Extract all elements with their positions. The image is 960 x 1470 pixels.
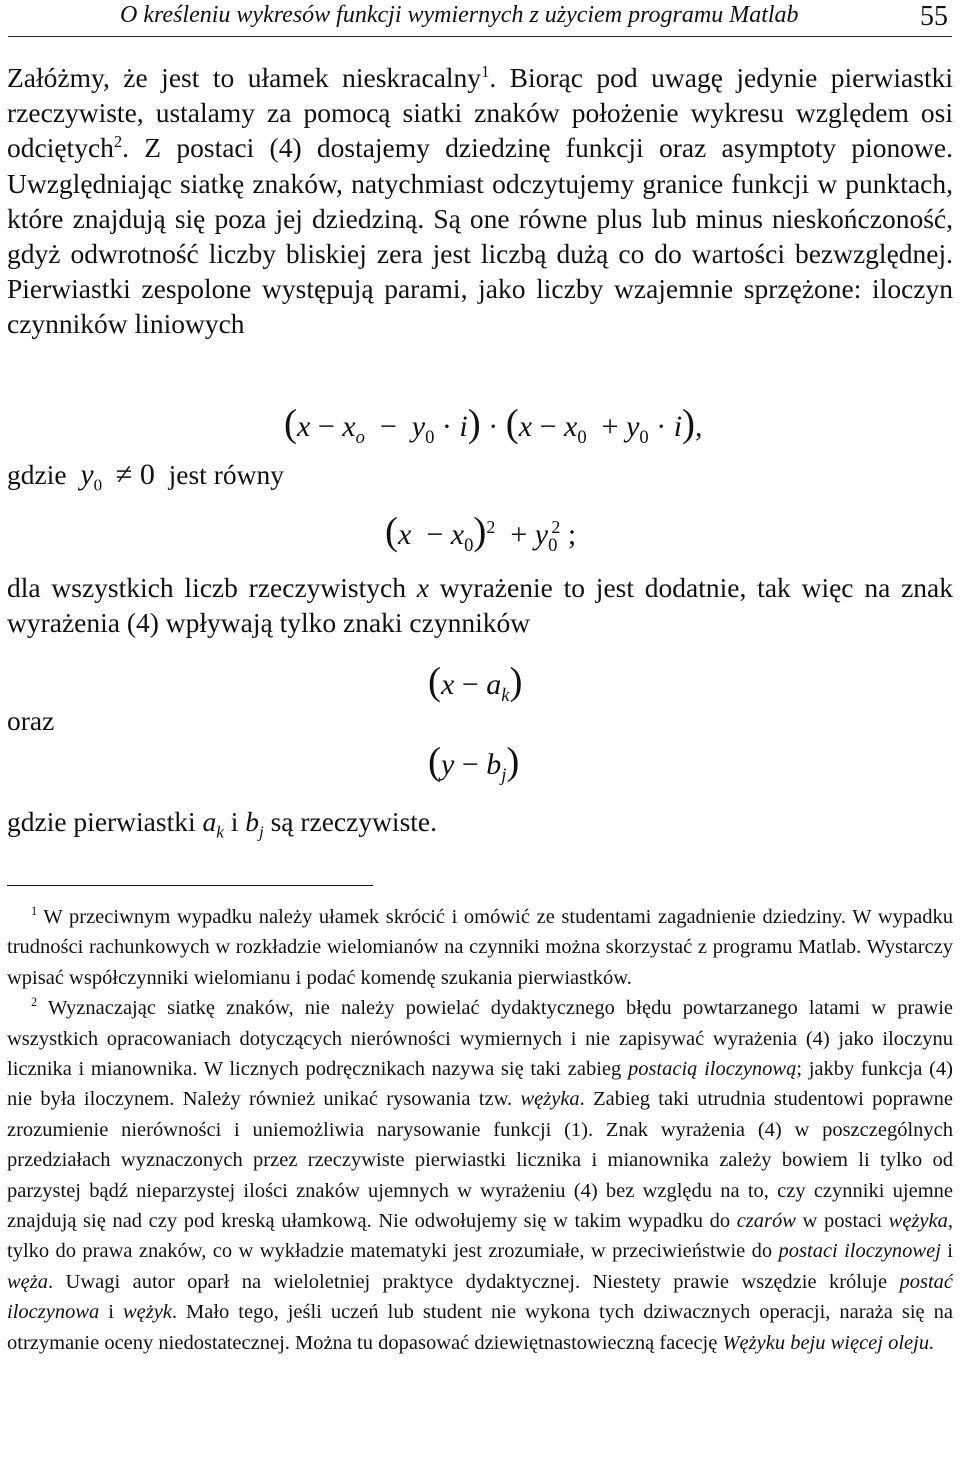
main-text <box>7 60 953 342</box>
footnotes <box>7 902 953 1358</box>
paragraph-2: dla wszystkich liczb rzeczywistych x wyrażenie to jest dodatnie, tak więc na znak wyrażenia (4) wpływają tylko znaki czynników <box>7 572 953 639</box>
running-header <box>8 0 952 37</box>
footnote-1: $^1$ W przeciwnym wypadku należy ułamek skrócić i omówić ze studentami zagadnienie dziedziny. W wypadku trudności rachunkowych w rozkładzie wielomianów na czynniki można skorzystać z programu Matlab. Wystarczy wpisać współczynniki wielomianu i podać komendę szukania pierwiastków. <box>7 904 953 989</box>
condition-line: gdzie $y_0 \ne 0$ jest równy <box>7 458 284 495</box>
oraz-label: oraz <box>7 705 55 736</box>
paragraph-1: Załóżmy, że jest to ułamek nieskracalny$^1$. Biorąc pod uwagę jedynie pierwiastki rzeczywiste, ustalamy za pomocą siatki znaków położenie wykresu względem osi odciętych$^2$. Z postaci (4) dostajemy dziedzinę funkcji oraz asymptoty pionowe. Uwzględniając siatkę znaków, natychmiast odczytujemy granice funkcji w punktach, które znajdują się poza jej dziedziną. Są one równe plus lub minus nieskończoność, gdyż odwrotność liczby bliskiej zera jest liczbą dużą co do wartości bezwzględnej. Pierwiastki zespolone występują parami, jako liczby wzajemnie sprzężone: iloczyn czynników liniowych <box>7 61 953 340</box>
final-line: gdzie pierwiastki $a_k$ i $b_j$ są rzeczywiste. <box>7 806 437 842</box>
equation-factor-x: $(x - a_k)$ <box>428 660 523 706</box>
footnote-2: $^2$ Wyznaczając siatkę znaków, nie należy powielać dydaktycznego błędu powtarzanego latami w prawie wszystkich opracowaniach dotyczących nierówności wymiernych i nie zapisywać wyrażenia (4) jako iloczynu licznika i mianownika. W licznych podręcznikach nazywa się taki zabieg postacią iloczynową; jakby funkcja (4) nie była iloczynem. Należy również unikać rysowania tzw. wężyka. Zabieg taki utrudnia studentowi poprawne zrozumienie nierówności i uniemożliwia narysowanie funkcji (1). Znak wyrażenia (4) w poszczególnych przedziałach wyznaczonych przez rzeczywiste pierwiastki licznika i mianownika zależy bowiem li tylko od parzystej bądź nieparzystej ilości znaków ujemnych w wyrażeniu (4) bez względu na to, czy czynniki ujemne znajdują się nad czy pod kreską ułamkową. Nie odwołujemy się w takim wypadku do czarów w postaci wężyka, tylko do prawa znaków, co w wykładzie matematyki jest zrozumiałe, w przeciwieństwie do postaci iloczynowej i węża. Uwagi autor oparł na wieloletniej praktyce dydaktycznej. Niestety prawie wszędzie króluje postać iloczynowa i wężyk. Mało tego, jeśli uczeń lub student nie wykona tych dziwacznych operacji, naraża się na otrzymanie oceny niedostatecznej. Można tu dopasować dziewiętnastowieczną facecję Wężyku beju więcej oleju. <box>7 995 953 1354</box>
page-number: 55 <box>920 1 948 32</box>
equation-factor-y: $(y - b_j)$ <box>428 740 520 786</box>
footnote-ref-1[interactable]: 1 <box>481 61 490 81</box>
equation-sum-of-squares: $(x - x_0)^2 + y_0^2$ ; <box>385 510 577 556</box>
footnote-divider <box>7 885 373 886</box>
footnote-ref-2[interactable]: 2 <box>113 132 123 152</box>
header-title: O kreśleniu wykresów funkcji wymiernych z użyciem programu Matlab <box>120 2 799 28</box>
equation-conjugate-product: $(x - x_o - y_0 \cdot i) \cdot (x - x_0 + y_0 \cdot i)$, <box>284 402 703 448</box>
